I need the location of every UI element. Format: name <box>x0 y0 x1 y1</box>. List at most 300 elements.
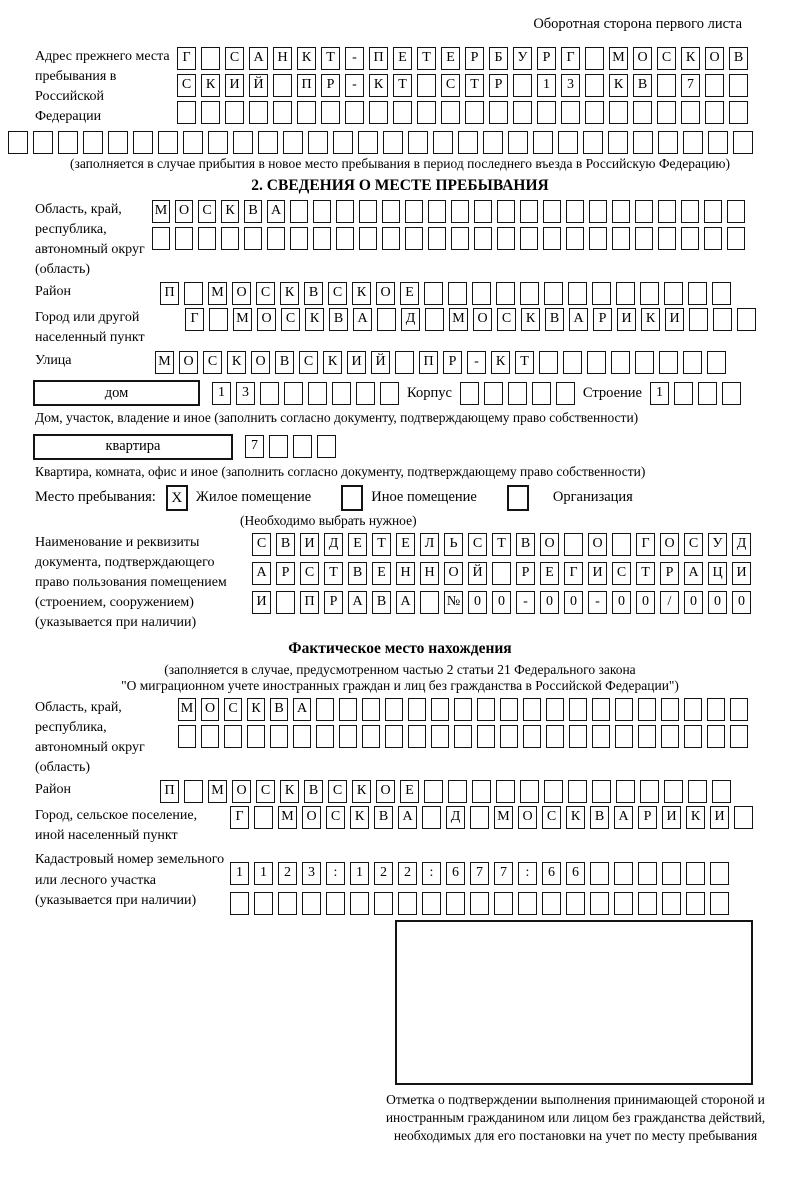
char-box[interactable] <box>313 200 331 223</box>
char-box[interactable] <box>267 227 285 250</box>
char-box[interactable]: И <box>665 308 684 331</box>
char-box[interactable] <box>178 725 196 748</box>
char-box[interactable] <box>369 101 388 124</box>
char-box[interactable] <box>539 351 558 374</box>
char-box[interactable] <box>472 780 491 803</box>
char-box[interactable] <box>422 806 441 829</box>
char-box[interactable] <box>224 725 242 748</box>
char-box[interactable] <box>417 74 436 97</box>
char-box[interactable] <box>290 200 308 223</box>
char-box[interactable]: В <box>729 47 748 70</box>
char-box[interactable] <box>254 892 273 915</box>
char-box[interactable]: К <box>297 47 316 70</box>
char-box[interactable] <box>616 780 635 803</box>
char-box[interactable]: П <box>369 47 388 70</box>
char-box[interactable]: В <box>590 806 609 829</box>
char-box[interactable]: 6 <box>446 862 465 885</box>
char-box[interactable] <box>633 131 653 154</box>
char-box[interactable]: С <box>542 806 561 829</box>
char-box[interactable]: 1 <box>537 74 556 97</box>
char-box[interactable]: Р <box>324 591 343 614</box>
char-box[interactable]: Д <box>401 308 420 331</box>
char-box[interactable]: С <box>203 351 222 374</box>
char-box[interactable]: Е <box>441 47 460 70</box>
char-box[interactable]: 2 <box>278 862 297 885</box>
char-box[interactable] <box>184 282 203 305</box>
char-box[interactable]: А <box>614 806 633 829</box>
char-box[interactable]: - <box>588 591 607 614</box>
char-box[interactable] <box>508 382 527 405</box>
char-box[interactable]: Г <box>177 47 196 70</box>
char-box[interactable] <box>546 725 564 748</box>
char-box[interactable]: Т <box>417 47 436 70</box>
char-box[interactable]: К <box>521 308 540 331</box>
char-box[interactable]: С <box>657 47 676 70</box>
char-box[interactable]: А <box>569 308 588 331</box>
char-box[interactable] <box>566 892 585 915</box>
char-box[interactable]: Д <box>732 533 751 556</box>
char-box[interactable] <box>358 131 378 154</box>
char-box[interactable]: Н <box>396 562 415 585</box>
char-box[interactable]: Е <box>540 562 559 585</box>
char-box[interactable] <box>483 131 503 154</box>
char-box[interactable]: В <box>304 780 323 803</box>
char-box[interactable]: М <box>278 806 297 829</box>
char-box[interactable] <box>708 131 728 154</box>
char-box[interactable] <box>454 698 472 721</box>
char-box[interactable]: В <box>270 698 288 721</box>
char-box[interactable]: 0 <box>684 591 703 614</box>
char-box[interactable] <box>568 780 587 803</box>
char-box[interactable] <box>689 308 708 331</box>
char-box[interactable] <box>688 282 707 305</box>
char-box[interactable]: 2 <box>398 862 417 885</box>
char-box[interactable] <box>556 382 575 405</box>
char-box[interactable]: О <box>232 780 251 803</box>
char-box[interactable] <box>374 892 393 915</box>
char-box[interactable] <box>563 351 582 374</box>
char-box[interactable] <box>497 200 515 223</box>
char-box[interactable] <box>317 435 336 458</box>
char-box[interactable]: И <box>617 308 636 331</box>
char-box[interactable] <box>523 698 541 721</box>
char-box[interactable]: А <box>348 591 367 614</box>
char-box[interactable] <box>664 282 683 305</box>
char-box[interactable] <box>657 101 676 124</box>
char-box[interactable] <box>441 101 460 124</box>
char-box[interactable]: : <box>422 862 441 885</box>
char-box[interactable]: Г <box>636 533 655 556</box>
char-box[interactable] <box>420 591 439 614</box>
char-box[interactable]: К <box>641 308 660 331</box>
char-box[interactable] <box>533 131 553 154</box>
char-box[interactable] <box>350 892 369 915</box>
char-box[interactable]: О <box>518 806 537 829</box>
char-box[interactable]: О <box>201 698 219 721</box>
char-box[interactable] <box>208 131 228 154</box>
char-box[interactable] <box>247 725 265 748</box>
char-box[interactable] <box>683 131 703 154</box>
char-box[interactable]: К <box>201 74 220 97</box>
char-box[interactable]: А <box>293 698 311 721</box>
char-box[interactable] <box>729 101 748 124</box>
char-box[interactable] <box>497 227 515 250</box>
char-box[interactable]: Р <box>537 47 556 70</box>
char-box[interactable] <box>431 698 449 721</box>
char-box[interactable] <box>425 308 444 331</box>
char-box[interactable] <box>734 806 753 829</box>
char-box[interactable] <box>308 131 328 154</box>
char-box[interactable]: - <box>516 591 535 614</box>
char-box[interactable]: Б <box>489 47 508 70</box>
char-box[interactable] <box>686 862 705 885</box>
char-box[interactable] <box>424 780 443 803</box>
char-box[interactable]: Й <box>468 562 487 585</box>
char-box[interactable] <box>424 282 443 305</box>
char-box[interactable]: К <box>350 806 369 829</box>
char-box[interactable]: - <box>345 74 364 97</box>
char-box[interactable]: 0 <box>732 591 751 614</box>
char-box[interactable] <box>683 351 702 374</box>
char-box[interactable]: А <box>398 806 417 829</box>
char-box[interactable] <box>345 101 364 124</box>
char-box[interactable]: Е <box>372 562 391 585</box>
char-box[interactable]: В <box>372 591 391 614</box>
char-box[interactable] <box>730 725 748 748</box>
char-box[interactable]: 1 <box>212 382 231 405</box>
char-box[interactable]: Р <box>638 806 657 829</box>
char-box[interactable]: И <box>732 562 751 585</box>
char-box[interactable]: У <box>513 47 532 70</box>
char-box[interactable] <box>733 131 753 154</box>
char-box[interactable]: И <box>347 351 366 374</box>
char-box[interactable] <box>681 101 700 124</box>
char-box[interactable] <box>249 101 268 124</box>
char-box[interactable] <box>489 101 508 124</box>
char-box[interactable]: : <box>518 862 537 885</box>
char-box[interactable]: Р <box>276 562 295 585</box>
char-box[interactable] <box>465 101 484 124</box>
char-box[interactable]: К <box>280 780 299 803</box>
char-box[interactable]: 0 <box>708 591 727 614</box>
apartment-type-box[interactable] <box>33 434 233 460</box>
checkbox-other-premises[interactable] <box>341 485 363 511</box>
char-box[interactable]: 6 <box>566 862 585 885</box>
char-box[interactable] <box>308 382 327 405</box>
char-box[interactable] <box>638 698 656 721</box>
char-box[interactable]: И <box>662 806 681 829</box>
char-box[interactable]: 1 <box>650 382 669 405</box>
char-box[interactable] <box>201 725 219 748</box>
char-box[interactable] <box>336 200 354 223</box>
char-box[interactable]: Р <box>489 74 508 97</box>
char-box[interactable]: М <box>208 780 227 803</box>
char-box[interactable]: О <box>179 351 198 374</box>
char-box[interactable]: 0 <box>468 591 487 614</box>
char-box[interactable]: С <box>299 351 318 374</box>
char-box[interactable] <box>383 131 403 154</box>
char-box[interactable] <box>569 698 587 721</box>
char-box[interactable] <box>451 227 469 250</box>
char-box[interactable] <box>385 725 403 748</box>
char-box[interactable] <box>523 725 541 748</box>
checkbox-organization[interactable] <box>507 485 529 511</box>
char-box[interactable] <box>278 892 297 915</box>
char-box[interactable]: 1 <box>230 862 249 885</box>
char-box[interactable] <box>273 74 292 97</box>
char-box[interactable]: Й <box>371 351 390 374</box>
char-box[interactable] <box>377 308 396 331</box>
char-box[interactable] <box>688 780 707 803</box>
char-box[interactable] <box>332 382 351 405</box>
char-box[interactable] <box>454 725 472 748</box>
char-box[interactable]: А <box>252 562 271 585</box>
char-box[interactable] <box>477 698 495 721</box>
char-box[interactable]: 7 <box>494 862 513 885</box>
char-box[interactable]: С <box>441 74 460 97</box>
char-box[interactable] <box>729 74 748 97</box>
char-box[interactable]: К <box>352 780 371 803</box>
char-box[interactable]: У <box>708 533 727 556</box>
char-box[interactable]: О <box>633 47 652 70</box>
char-box[interactable]: К <box>221 200 239 223</box>
char-box[interactable] <box>589 227 607 250</box>
char-box[interactable] <box>546 698 564 721</box>
char-box[interactable]: О <box>376 780 395 803</box>
char-box[interactable] <box>494 892 513 915</box>
char-box[interactable]: Т <box>515 351 534 374</box>
char-box[interactable]: Л <box>420 533 439 556</box>
char-box[interactable] <box>198 227 216 250</box>
char-box[interactable]: К <box>323 351 342 374</box>
char-box[interactable] <box>380 382 399 405</box>
char-box[interactable] <box>258 131 278 154</box>
char-box[interactable]: / <box>660 591 679 614</box>
char-box[interactable] <box>513 101 532 124</box>
char-box[interactable] <box>635 227 653 250</box>
char-box[interactable] <box>500 725 518 748</box>
char-box[interactable] <box>612 533 631 556</box>
char-box[interactable] <box>612 200 630 223</box>
char-box[interactable] <box>484 382 503 405</box>
char-box[interactable]: М <box>155 351 174 374</box>
char-box[interactable] <box>270 725 288 748</box>
char-box[interactable] <box>592 725 610 748</box>
char-box[interactable] <box>395 351 414 374</box>
char-box[interactable]: О <box>376 282 395 305</box>
char-box[interactable]: 7 <box>470 862 489 885</box>
char-box[interactable] <box>333 131 353 154</box>
char-box[interactable]: К <box>681 47 700 70</box>
char-box[interactable]: О <box>232 282 251 305</box>
char-box[interactable]: К <box>352 282 371 305</box>
char-box[interactable] <box>712 282 731 305</box>
char-box[interactable]: 0 <box>636 591 655 614</box>
char-box[interactable] <box>712 780 731 803</box>
char-box[interactable] <box>658 200 676 223</box>
char-box[interactable]: 3 <box>236 382 255 405</box>
char-box[interactable] <box>704 227 722 250</box>
char-box[interactable]: С <box>224 698 242 721</box>
char-box[interactable]: - <box>467 351 486 374</box>
char-box[interactable] <box>408 725 426 748</box>
char-box[interactable] <box>661 725 679 748</box>
char-box[interactable] <box>382 227 400 250</box>
char-box[interactable] <box>184 780 203 803</box>
char-box[interactable] <box>544 780 563 803</box>
char-box[interactable]: О <box>473 308 492 331</box>
char-box[interactable]: К <box>280 282 299 305</box>
char-box[interactable]: Д <box>446 806 465 829</box>
char-box[interactable] <box>451 200 469 223</box>
char-box[interactable] <box>408 698 426 721</box>
char-box[interactable] <box>686 892 705 915</box>
char-box[interactable] <box>737 308 756 331</box>
char-box[interactable]: 1 <box>254 862 273 885</box>
char-box[interactable]: М <box>233 308 252 331</box>
char-box[interactable] <box>260 382 279 405</box>
char-box[interactable] <box>290 227 308 250</box>
char-box[interactable] <box>339 698 357 721</box>
char-box[interactable]: П <box>297 74 316 97</box>
char-box[interactable] <box>608 131 628 154</box>
char-box[interactable] <box>8 131 28 154</box>
char-box[interactable]: 2 <box>374 862 393 885</box>
char-box[interactable] <box>448 780 467 803</box>
char-box[interactable]: А <box>396 591 415 614</box>
char-box[interactable] <box>359 200 377 223</box>
char-box[interactable]: С <box>684 533 703 556</box>
char-box[interactable]: С <box>497 308 516 331</box>
char-box[interactable] <box>313 227 331 250</box>
char-box[interactable] <box>393 101 412 124</box>
char-box[interactable] <box>633 101 652 124</box>
char-box[interactable]: П <box>419 351 438 374</box>
char-box[interactable]: Г <box>561 47 580 70</box>
char-box[interactable]: П <box>300 591 319 614</box>
char-box[interactable] <box>183 131 203 154</box>
char-box[interactable]: О <box>257 308 276 331</box>
char-box[interactable]: О <box>705 47 724 70</box>
char-box[interactable] <box>544 282 563 305</box>
char-box[interactable] <box>568 282 587 305</box>
char-box[interactable] <box>635 351 654 374</box>
char-box[interactable] <box>470 806 489 829</box>
char-box[interactable]: И <box>588 562 607 585</box>
char-box[interactable]: О <box>444 562 463 585</box>
char-box[interactable] <box>177 101 196 124</box>
char-box[interactable] <box>658 227 676 250</box>
char-box[interactable] <box>321 101 340 124</box>
char-box[interactable] <box>496 780 515 803</box>
char-box[interactable] <box>614 862 633 885</box>
char-box[interactable] <box>201 101 220 124</box>
char-box[interactable] <box>225 101 244 124</box>
char-box[interactable] <box>431 725 449 748</box>
char-box[interactable] <box>684 698 702 721</box>
char-box[interactable] <box>662 892 681 915</box>
char-box[interactable] <box>638 725 656 748</box>
char-box[interactable] <box>681 227 699 250</box>
char-box[interactable] <box>585 74 604 97</box>
char-box[interactable]: Р <box>443 351 462 374</box>
char-box[interactable]: П <box>160 780 179 803</box>
char-box[interactable]: И <box>225 74 244 97</box>
char-box[interactable] <box>293 725 311 748</box>
char-box[interactable]: А <box>353 308 372 331</box>
char-box[interactable]: : <box>326 862 345 885</box>
char-box[interactable] <box>659 351 678 374</box>
char-box[interactable] <box>713 308 732 331</box>
char-box[interactable] <box>83 131 103 154</box>
char-box[interactable] <box>477 725 495 748</box>
char-box[interactable]: М <box>208 282 227 305</box>
char-box[interactable] <box>727 200 745 223</box>
char-box[interactable]: Р <box>321 74 340 97</box>
char-box[interactable] <box>297 101 316 124</box>
char-box[interactable] <box>658 131 678 154</box>
char-box[interactable] <box>640 780 659 803</box>
char-box[interactable] <box>722 382 741 405</box>
char-box[interactable] <box>244 227 262 250</box>
char-box[interactable] <box>158 131 178 154</box>
char-box[interactable] <box>585 101 604 124</box>
char-box[interactable] <box>385 698 403 721</box>
char-box[interactable] <box>707 698 725 721</box>
char-box[interactable]: В <box>374 806 393 829</box>
char-box[interactable]: О <box>302 806 321 829</box>
char-box[interactable]: В <box>275 351 294 374</box>
char-box[interactable]: М <box>449 308 468 331</box>
char-box[interactable]: Е <box>348 533 367 556</box>
char-box[interactable] <box>209 308 228 331</box>
char-box[interactable] <box>33 131 53 154</box>
char-box[interactable] <box>269 435 288 458</box>
char-box[interactable]: Т <box>324 562 343 585</box>
char-box[interactable] <box>458 131 478 154</box>
char-box[interactable] <box>405 227 423 250</box>
char-box[interactable] <box>662 862 681 885</box>
char-box[interactable] <box>587 351 606 374</box>
char-box[interactable] <box>405 200 423 223</box>
char-box[interactable]: 7 <box>681 74 700 97</box>
char-box[interactable] <box>175 227 193 250</box>
char-box[interactable] <box>661 698 679 721</box>
char-box[interactable]: Г <box>230 806 249 829</box>
char-box[interactable] <box>254 806 273 829</box>
char-box[interactable] <box>283 131 303 154</box>
char-box[interactable] <box>589 200 607 223</box>
char-box[interactable] <box>730 698 748 721</box>
char-box[interactable]: К <box>247 698 265 721</box>
char-box[interactable] <box>638 862 657 885</box>
char-box[interactable] <box>635 200 653 223</box>
char-box[interactable] <box>590 892 609 915</box>
char-box[interactable]: М <box>609 47 628 70</box>
char-box[interactable]: Н <box>273 47 292 70</box>
char-box[interactable]: 0 <box>492 591 511 614</box>
char-box[interactable] <box>638 892 657 915</box>
char-box[interactable] <box>585 47 604 70</box>
char-box[interactable]: Е <box>396 533 415 556</box>
char-box[interactable] <box>448 282 467 305</box>
char-box[interactable] <box>356 382 375 405</box>
char-box[interactable] <box>537 101 556 124</box>
char-box[interactable] <box>316 698 334 721</box>
char-box[interactable] <box>417 101 436 124</box>
char-box[interactable]: С <box>177 74 196 97</box>
char-box[interactable]: А <box>684 562 703 585</box>
